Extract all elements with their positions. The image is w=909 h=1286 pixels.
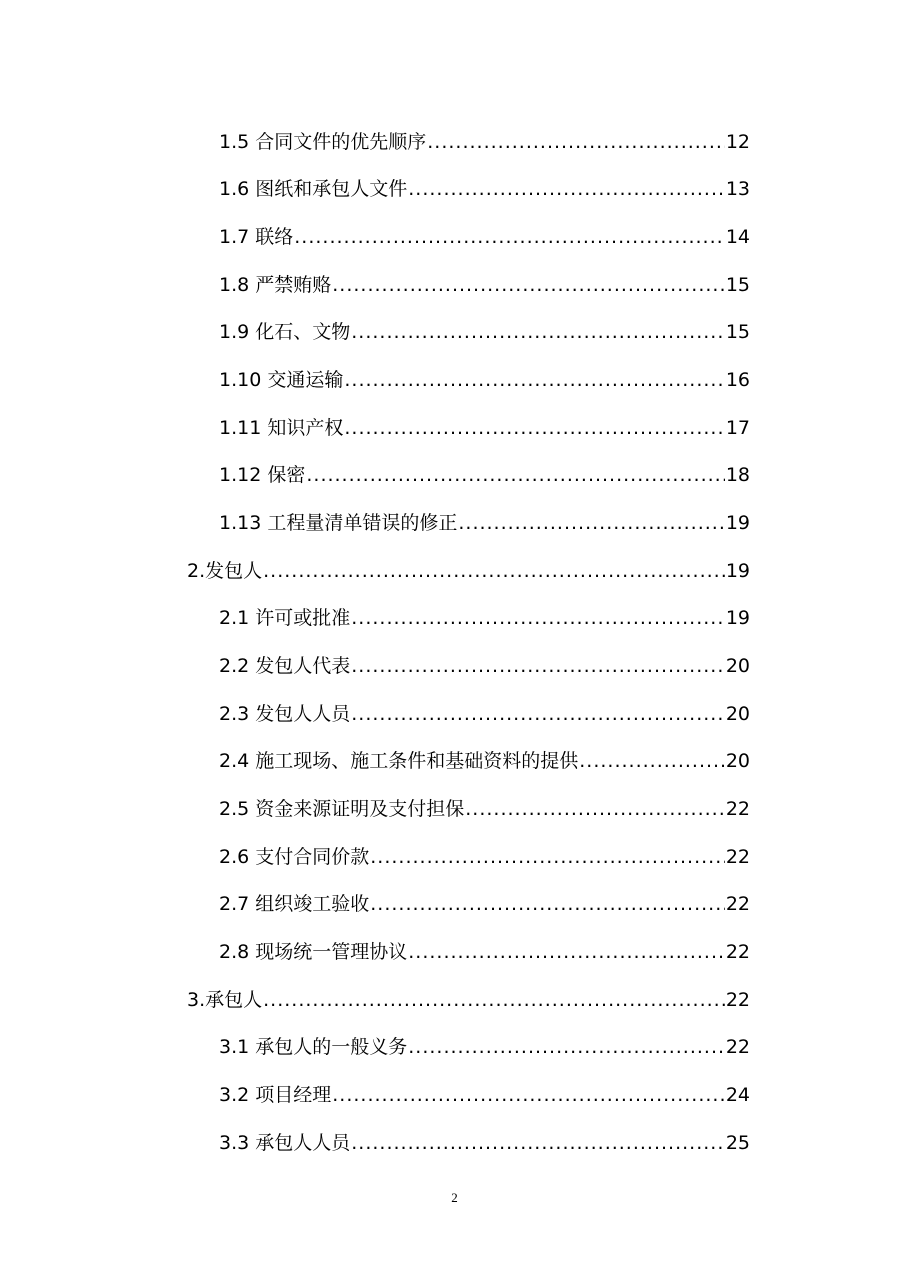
toc-entry[interactable] — [219, 651, 750, 681]
toc-dot-leader — [306, 460, 724, 490]
toc-dot-leader — [332, 270, 725, 300]
toc-dot-leader — [408, 1032, 725, 1062]
toc-entry-label: 2.2 发包人代表 — [219, 655, 351, 677]
toc-entry-label: 3.2 项目经理 — [219, 1084, 332, 1106]
toc-entry-page: 20 — [725, 750, 750, 772]
toc-entry-page: 22 — [725, 941, 750, 963]
toc-entry-page: 19 — [725, 560, 750, 582]
toc-entry-label: 2.4 施工现场、施工条件和基础资料的提供 — [219, 750, 579, 772]
toc-dot-leader — [351, 317, 725, 347]
toc-entry-page: 15 — [725, 274, 750, 296]
toc-entry[interactable] — [187, 556, 750, 586]
toc-dot-leader — [332, 1080, 725, 1110]
toc-entry[interactable] — [219, 460, 750, 490]
toc-entry[interactable] — [219, 889, 750, 919]
toc-dot-leader — [408, 937, 725, 967]
toc-dot-leader — [408, 174, 725, 204]
toc-entry-label: 1.11 知识产权 — [219, 417, 344, 439]
toc-entry-page: 22 — [725, 989, 750, 1011]
toc-entry[interactable] — [219, 317, 750, 347]
toc-entry-label: 1.9 化石、文物 — [219, 321, 351, 343]
toc-entry-label: 2.7 组织竣工验收 — [219, 893, 370, 915]
toc-entry[interactable] — [219, 746, 750, 776]
toc-entry-label: 1.13 工程量清单错误的修正 — [219, 512, 458, 534]
toc-entry-page: 22 — [725, 798, 750, 820]
toc-dot-leader — [465, 794, 725, 824]
toc-entry[interactable] — [219, 508, 750, 538]
toc-entry[interactable] — [219, 413, 750, 443]
toc-dot-leader — [263, 556, 725, 586]
toc-entry-page: 22 — [725, 1036, 750, 1058]
toc-dot-leader — [579, 746, 725, 776]
toc-entry-page: 20 — [725, 703, 750, 725]
toc-dot-leader — [370, 842, 725, 872]
toc-entry-label: 1.8 严禁贿赂 — [219, 274, 332, 296]
toc-entry-page: 14 — [725, 226, 750, 248]
toc-dot-leader — [344, 413, 724, 443]
toc-entry-label: 1.7 联络 — [219, 226, 294, 248]
toc-entry-page: 16 — [725, 369, 750, 391]
toc-entry-page: 24 — [725, 1084, 750, 1106]
toc-entry-label: 1.6 图纸和承包人文件 — [219, 178, 408, 200]
toc-entry-label: 2.发包人 — [187, 560, 263, 582]
toc-dot-leader — [370, 889, 725, 919]
toc-entry-page: 19 — [725, 607, 750, 629]
page-number: 2 — [451, 1190, 458, 1205]
toc-entry-page: 13 — [725, 178, 750, 200]
toc-entry[interactable] — [219, 270, 750, 300]
toc-entry-label: 2.6 支付合同价款 — [219, 846, 370, 868]
toc-entry-label: 2.8 现场统一管理协议 — [219, 941, 408, 963]
toc-entry-label: 2.1 许可或批准 — [219, 607, 351, 629]
toc-entry-page: 22 — [725, 893, 750, 915]
toc-entry[interactable] — [219, 699, 750, 729]
toc-entry-page: 19 — [725, 512, 750, 534]
toc-entry[interactable] — [219, 1080, 750, 1110]
toc-entry-page: 20 — [725, 655, 750, 677]
toc-entry[interactable] — [219, 1128, 750, 1158]
toc-entry[interactable] — [219, 1032, 750, 1062]
toc-entry-label: 3.1 承包人的一般义务 — [219, 1036, 408, 1058]
toc-entry-page: 15 — [725, 321, 750, 343]
toc-entry-page: 18 — [725, 464, 750, 486]
toc-dot-leader — [263, 985, 725, 1015]
toc-entry[interactable] — [219, 794, 750, 824]
toc-dot-leader — [351, 651, 725, 681]
toc-entry[interactable] — [219, 842, 750, 872]
toc-dot-leader — [351, 699, 725, 729]
toc-dot-leader — [351, 603, 725, 633]
toc-entry[interactable] — [219, 127, 750, 157]
toc-dot-leader — [344, 365, 724, 395]
toc-entry[interactable] — [187, 985, 750, 1015]
toc-entry-label: 1.5 合同文件的优先顺序 — [219, 131, 427, 153]
toc-entry[interactable] — [219, 222, 750, 252]
toc-entry-page: 22 — [725, 846, 750, 868]
toc-entry[interactable] — [219, 937, 750, 967]
toc-dot-leader — [351, 1128, 725, 1158]
toc-entry-label: 3.承包人 — [187, 989, 263, 1011]
toc-dot-leader — [294, 222, 725, 252]
toc-entry-label: 1.10 交通运输 — [219, 369, 344, 391]
toc-entry[interactable] — [219, 365, 750, 395]
toc-entry-page: 25 — [725, 1132, 750, 1154]
toc-entry-label: 1.12 保密 — [219, 464, 306, 486]
toc-dot-leader — [458, 508, 724, 538]
toc-entry-label: 3.3 承包人人员 — [219, 1132, 351, 1154]
toc-entry[interactable] — [219, 174, 750, 204]
toc-dot-leader — [427, 127, 725, 157]
toc-entry[interactable] — [219, 603, 750, 633]
toc-entry-page: 12 — [725, 131, 750, 153]
toc-entry-label: 2.5 资金来源证明及支付担保 — [219, 798, 465, 820]
toc-entry-page: 17 — [725, 417, 750, 439]
toc-entry-label: 2.3 发包人人员 — [219, 703, 351, 725]
